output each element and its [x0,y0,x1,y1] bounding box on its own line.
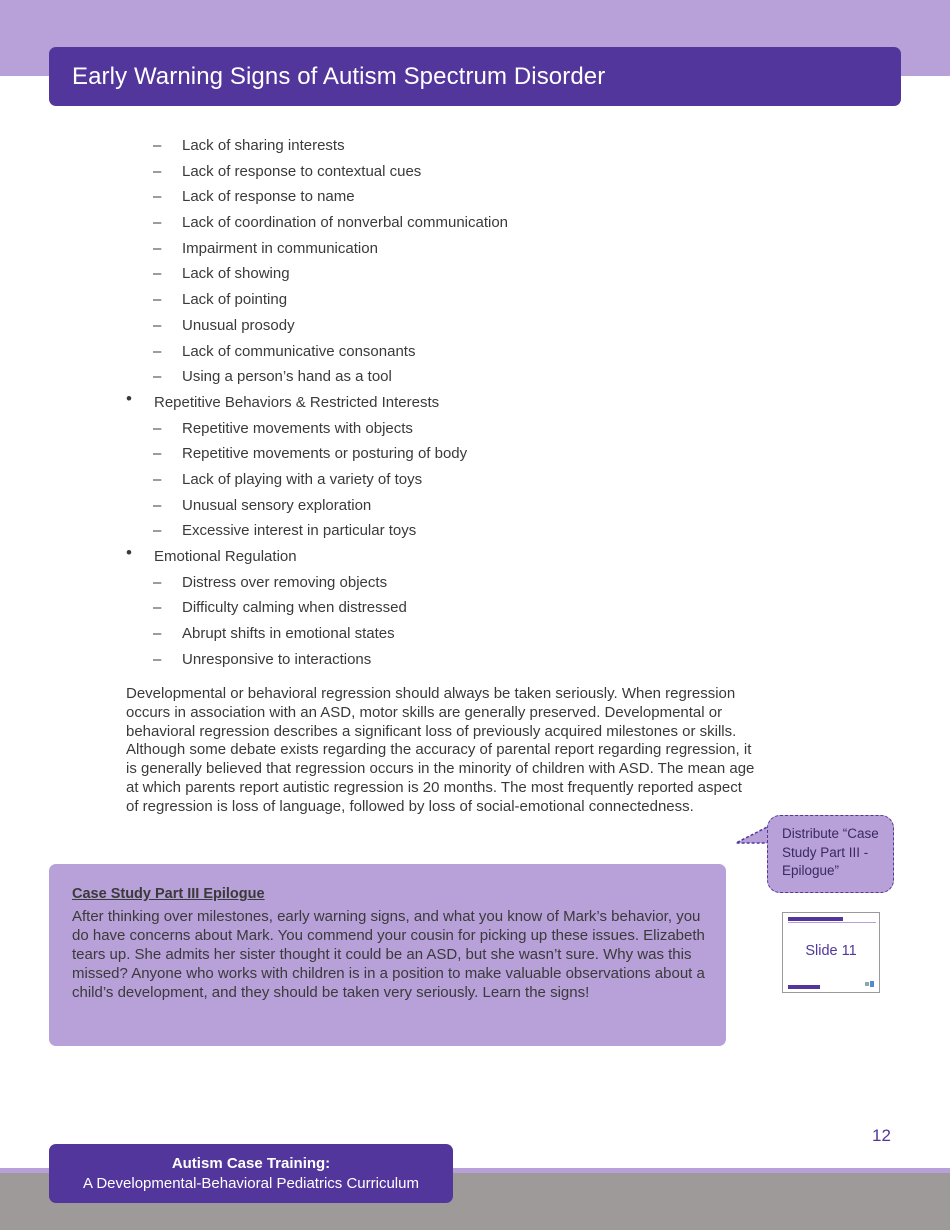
list-item-text: Abrupt shifts in emotional states [182,625,395,643]
list-item [126,595,766,621]
list-item-text: Lack of response to contextual cues [182,162,422,180]
title-bar [49,47,901,106]
list-item-text: Repetitive movements or posturing of body [182,445,468,463]
list-item [126,416,766,442]
slide-header-rule [788,922,876,923]
warning-signs-list [126,133,766,672]
dash-marker: – [153,625,162,643]
list-item [126,339,766,365]
list-item [126,287,766,313]
list-item-text: Excessive interest in particular toys [182,522,417,540]
dash-marker: – [153,188,162,206]
dash-marker: – [153,496,162,514]
dash-marker: – [153,419,162,437]
list-item-text: Distress over removing objects [182,573,388,591]
callout-text: Distribute “Case Study Part III - Epilogue” [782,826,879,878]
regression-paragraph: Developmental or behavioral regression should always be taken seriously. When regression occurs in association with an ASD, motor skills are generally preserved. Developmental or behavioral regression describes a significant loss of previously acquired milestones or skills. Although some debate exists regarding the accuracy of parental report regarding regression, it is generally believed that regression occurs in the minority of children with ASD. The mean age at which parents report autistic regression is 20 months. The most frequently reported aspect of regression is loss of language, followed by loss of social-emotional connectedness. [126,685,755,815]
list-item [126,467,766,493]
list-item-text: Lack of pointing [182,291,288,309]
dash-marker: – [153,265,162,283]
list-item [126,570,766,596]
list-item [126,518,766,544]
list-item-text: Lack of playing with a variety of toys [182,470,423,488]
footer-line-1: Autism Case Training: [171,1155,331,1172]
list-item-text: Lack of showing [182,265,290,283]
speech-bubble-note [767,815,894,893]
list-item [126,236,766,262]
list-item [126,159,766,185]
case-study-body: After thinking over milestones, early warning signs, and what you know of Mark’s behavior, you do have concerns about Mark. You commend your cousin for picking up these issues. Elizabeth tears up. She admits her sister thought it could be an ASD, but she wasn’t sure. Why was this missed? Anyone who works with children is in a position to make valuable observations about a child’s development, and they should be taken very seriously. Learn the signs! [72,908,705,1001]
list-item-text: Unresponsive to interactions [182,650,372,668]
dash-marker: – [153,342,162,360]
list-item [126,493,766,519]
footer-line-2: A Developmental-Behavioral Pediatrics Curriculum [83,1175,419,1192]
slide-logo-icon [865,981,874,987]
list-item [126,441,766,467]
dash-marker: – [153,162,162,180]
list-item-text: Unusual sensory exploration [182,496,372,514]
case-study-box [49,864,726,1046]
slide-thumbnail [782,912,880,993]
list-item-text: Lack of communicative consonants [182,342,416,360]
list-item-text: Lack of sharing interests [182,137,345,154]
dash-marker: – [153,316,162,334]
dash-marker: – [153,239,162,257]
dash-marker: – [153,650,162,668]
bullet-heading-text: Emotional Regulation [154,548,297,565]
dash-marker: – [153,137,162,154]
list-item-text: Unusual prosody [182,316,295,334]
page-title: Early Warning Signs of Autism Spectrum Disorder [72,62,606,90]
list-item [126,261,766,287]
list-item [126,133,766,159]
bullet-heading-emotional [126,544,766,570]
dash-marker: – [153,214,162,232]
bullet-heading-text: Repetitive Behaviors & Restricted Interests [154,393,440,411]
dash-marker: – [153,291,162,309]
bullet-marker: • [126,543,132,562]
dash-marker: – [153,522,162,540]
dash-marker: – [153,368,162,386]
list-item-text: Lack of coordination of nonverbal communication [182,214,509,232]
list-item-text: Lack of response to name [182,188,355,206]
list-item [126,364,766,390]
dash-marker: – [153,573,162,591]
list-item-text: Repetitive movements with objects [182,419,413,437]
page-number: 12 [872,1126,891,1145]
dash-marker: – [153,599,162,617]
dash-marker: – [153,470,162,488]
slide-label: Slide 11 [805,943,857,959]
list-item [126,210,766,236]
slide-footer-bar [788,985,820,989]
dash-marker: – [153,445,162,463]
callout-tail [735,823,771,847]
case-study-title: Case Study Part III Epilogue [72,886,265,902]
list-item [126,621,766,647]
list-item [126,313,766,339]
list-item [126,184,766,210]
list-item-text: Using a person’s hand as a tool [182,368,392,386]
list-item [126,647,766,673]
slide-header-bar [788,917,843,921]
bullet-heading-repetitive [126,390,766,416]
footer-title-box [49,1144,453,1203]
list-item-text: Impairment in communication [182,239,378,257]
bullet-marker: • [126,388,132,408]
list-item-text: Difficulty calming when distressed [182,599,407,617]
